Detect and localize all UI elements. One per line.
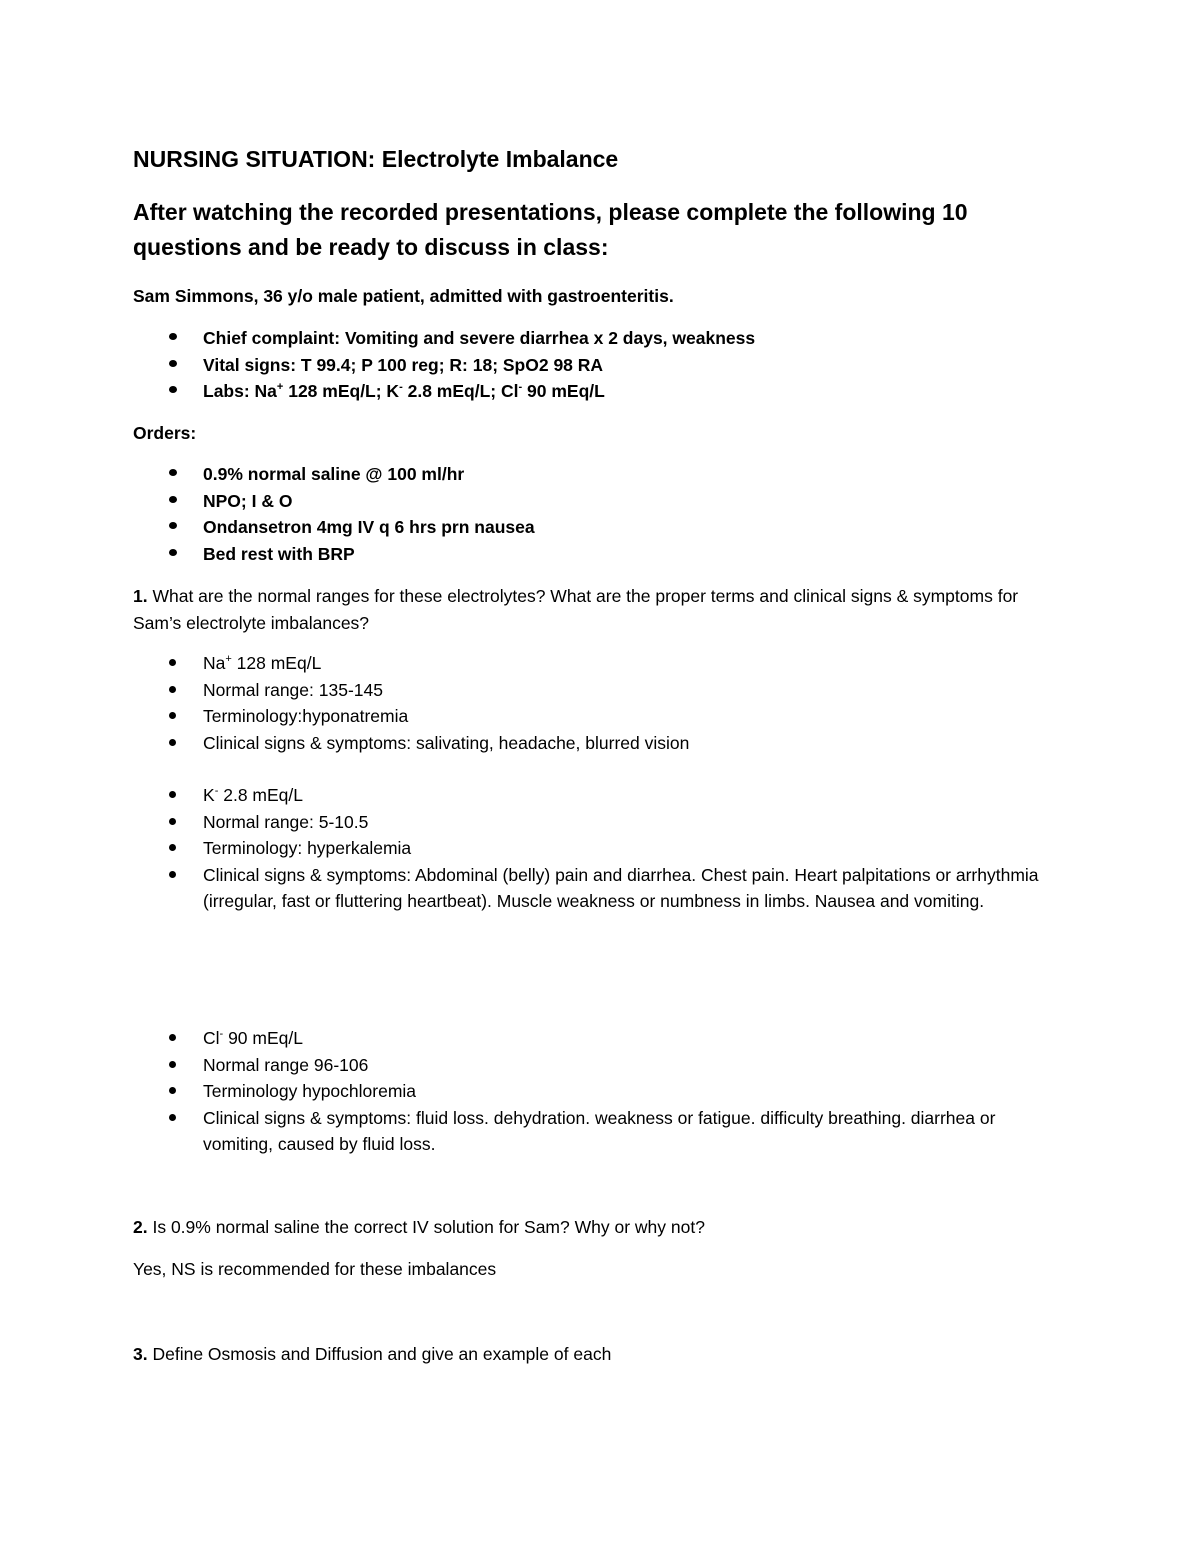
bullet-icon	[169, 333, 177, 340]
bullet-icon	[169, 712, 176, 719]
bullet-icon	[169, 1087, 176, 1094]
bullet-icon	[169, 818, 176, 825]
question-2: 2. Is 0.9% normal saline the correct IV solution for Sam? Why or why not?	[133, 1217, 705, 1237]
bullet-icon	[169, 496, 177, 503]
list-item: Bed rest with BRP	[133, 541, 1063, 568]
list-item: Cl- 90 mEq/L	[133, 1025, 1063, 1052]
bullet-icon	[169, 549, 177, 556]
bullet-icon	[169, 871, 176, 878]
assessment-list	[133, 325, 1063, 405]
list-item: Normal range: 135-145	[133, 677, 1063, 704]
question-2-answer: Yes, NS is recommended for these imbalances	[133, 1259, 497, 1279]
list-item: NPO; I & O	[133, 488, 1063, 515]
labs-line: Labs: Na+ 128 mEq/L; K- 2.8 mEq/L; Cl- 90 mEq/L	[203, 381, 605, 401]
bullet-icon	[169, 522, 177, 529]
list-item: Terminology: hyperkalemia	[133, 835, 1063, 862]
list-item	[133, 378, 1063, 405]
document-title: NURSING SITUATION: Electrolyte Imbalance	[133, 146, 619, 172]
list-item: Terminology:hyponatremia	[133, 703, 1063, 730]
list-item: 0.9% normal saline @ 100 ml/hr	[133, 461, 1063, 488]
question-3: 3. Define Osmosis and Diffusion and give an example of each	[133, 1344, 612, 1364]
list-item: Ondansetron 4mg IV q 6 hrs prn nausea	[133, 514, 1063, 541]
list-item: Clinical signs & symptoms: Abdominal (belly) pain and diarrhea. Chest pain. Heart palpitations or arrhythmia (irregular, fast or fluttering heartbeat). Muscle weakness or numbness in limbs. Nausea and vomiting.	[133, 862, 1063, 915]
bullet-icon	[169, 1061, 176, 1068]
question-1: 1. What are the normal ranges for these electrolytes? What are the proper terms and clinical signs & symptoms for Sam’s electrolyte imbalances?	[133, 586, 1019, 633]
bullet-icon	[169, 686, 176, 693]
vital-signs: Vital signs: T 99.4; P 100 reg; R: 18; SpO2 98 RA	[203, 354, 604, 375]
list-item	[133, 352, 1063, 379]
bullet-icon	[169, 386, 177, 393]
instructions-heading: After watching the recorded presentations, please complete the following 10 questions and be ready to discuss in class:	[133, 199, 968, 260]
sodium-list	[133, 650, 1063, 756]
list-item: Clinical signs & symptoms: salivating, headache, blurred vision	[133, 730, 1063, 757]
orders-list	[133, 461, 1063, 567]
list-item: Clinical signs & symptoms: fluid loss. dehydration. weakness or fatigue. difficulty breathing. diarrhea or vomiting, caused by fluid loss.	[133, 1105, 1063, 1158]
list-item: Na+ 128 mEq/L	[133, 650, 1063, 677]
bullet-icon	[169, 1034, 176, 1041]
list-item: Normal range 96-106	[133, 1052, 1063, 1079]
bullet-icon	[169, 791, 176, 798]
potassium-list	[133, 782, 1063, 915]
list-item: K- 2.8 mEq/L	[133, 782, 1063, 809]
list-item: Terminology hypochloremia	[133, 1078, 1063, 1105]
chloride-list	[133, 1025, 1063, 1158]
bullet-icon	[169, 469, 177, 476]
bullet-icon	[169, 360, 177, 367]
bullet-icon	[169, 844, 176, 851]
bullet-icon	[169, 739, 176, 746]
chief-complaint: Chief complaint: Vomiting and severe diarrhea x 2 days, weakness	[203, 328, 756, 348]
patient-summary: Sam Simmons, 36 y/o male patient, admitted with gastroenteritis.	[133, 286, 674, 306]
list-item	[133, 325, 1063, 352]
bullet-icon	[169, 659, 176, 666]
orders-label: Orders:	[133, 423, 197, 443]
bullet-icon	[169, 1114, 176, 1121]
list-item: Normal range: 5-10.5	[133, 809, 1063, 836]
